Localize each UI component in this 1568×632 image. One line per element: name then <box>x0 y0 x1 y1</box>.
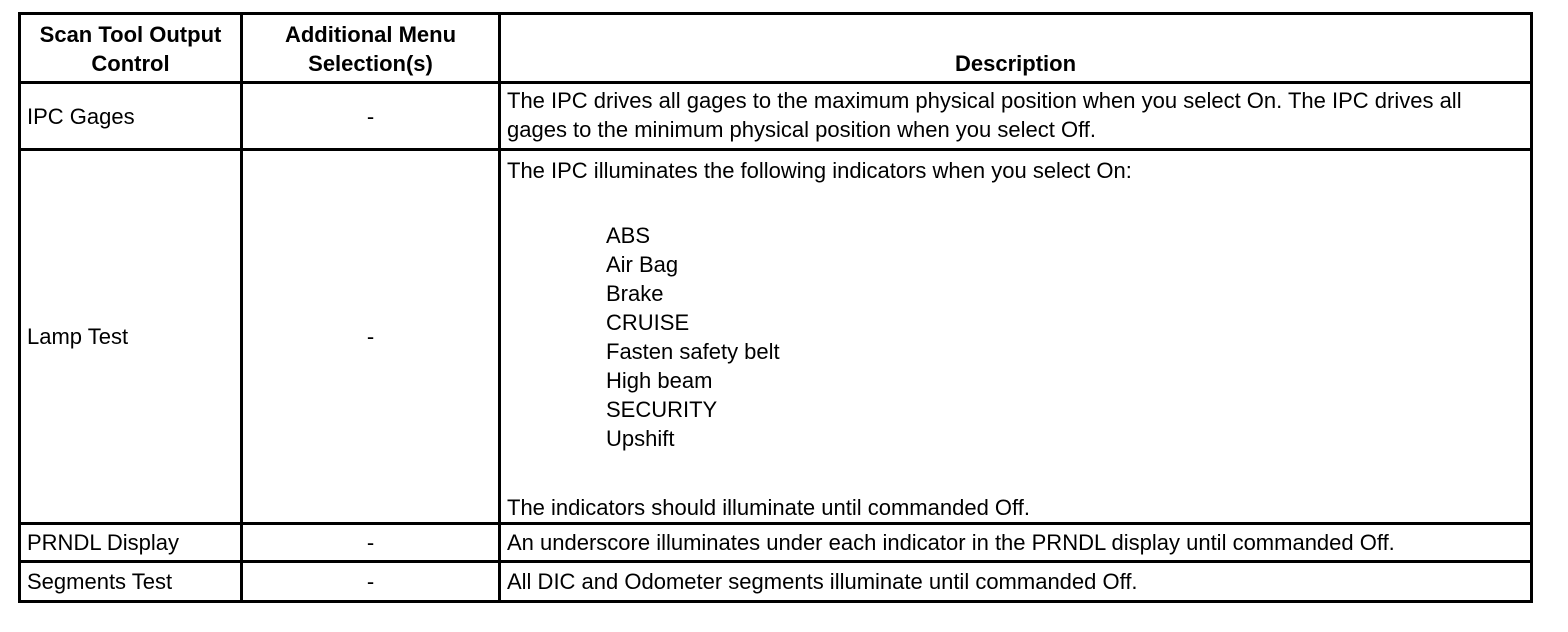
description-cell <box>500 150 1532 524</box>
menu-selection-cell: - <box>242 150 500 524</box>
description-cell <box>500 83 1532 150</box>
description-cell: All DIC and Odometer segments illuminate until commanded Off. <box>500 562 1532 602</box>
list-item: Air Bag <box>606 252 679 277</box>
description-intro: The IPC illuminates the following indicators when you select On: <box>507 158 1132 183</box>
control-cell: IPC Gages <box>20 83 242 150</box>
control-cell: Segments Test <box>20 562 242 602</box>
header-line: Scan Tool Output <box>39 22 222 47</box>
table-row <box>20 150 1532 524</box>
list-item: High beam <box>606 368 713 393</box>
header-scan-tool-output-control <box>20 14 242 83</box>
list-item: SECURITY <box>606 397 718 422</box>
control-cell: PRNDL Display <box>20 524 242 562</box>
list-item: ABS <box>606 223 651 248</box>
table-row <box>20 524 1532 562</box>
description-cell: An underscore illuminates under each indicator in the PRNDL display until commanded Off. <box>500 524 1532 562</box>
list-item: Upshift <box>606 426 675 451</box>
description-text: The IPC drives all gages to the maximum physical position when you select On. The IPC drives all gages to the minimum physical position when you select Off. <box>507 88 1462 142</box>
indicator-list <box>606 221 1524 453</box>
list-item: CRUISE <box>606 310 690 335</box>
table-row <box>20 83 1532 150</box>
table-row <box>20 562 1532 602</box>
menu-selection-cell: - <box>242 524 500 562</box>
control-cell: Lamp Test <box>20 150 242 524</box>
menu-selection-cell: - <box>242 83 500 150</box>
header-additional-menu-selections <box>242 14 500 83</box>
list-item: Fasten safety belt <box>606 339 780 364</box>
menu-selection-cell: - <box>242 562 500 602</box>
header-line: Control <box>91 51 170 76</box>
header-line: Selection(s) <box>308 51 433 76</box>
header-description <box>500 14 1532 83</box>
header-line: Description <box>954 51 1077 76</box>
scan-tool-output-control-table <box>18 12 1533 603</box>
description-outro: The indicators should illuminate until commanded Off. <box>507 495 1030 520</box>
header-row <box>20 14 1532 83</box>
header-line: Additional Menu <box>284 22 457 47</box>
list-item: Brake <box>606 281 664 306</box>
